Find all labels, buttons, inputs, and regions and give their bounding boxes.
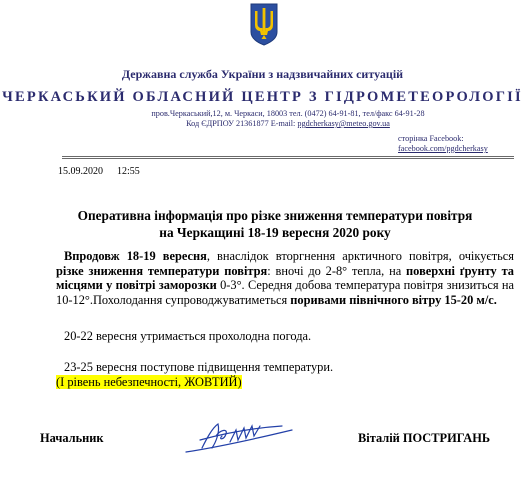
handwritten-signature: [182, 418, 297, 456]
address-block: [108, 109, 468, 129]
title-line-2: на Черкащині 18-19 вересня 2020 року: [159, 225, 391, 240]
bold-text: Впродовж: [64, 249, 127, 263]
paragraph-3: 23-25 вересня поступове підвищення температури.: [64, 360, 334, 374]
bold-text: поверхні ґрунту та місцями у повітрі заморозки: [56, 263, 514, 293]
service-name: Державна служба України з надзвичайних ситуацій: [121, 67, 404, 81]
signatory-name: Віталій ПОСТРИГАНЬ: [358, 431, 491, 445]
main-paragraph: [56, 249, 514, 308]
title-line-1: Оперативна інформація про різке зниження температури повітря: [77, 208, 473, 223]
document-title: [40, 207, 510, 241]
paragraph-2-text: 20-22 вересня утримається прохолодна погода.: [64, 329, 312, 343]
registry-code: Код ЄДРПОУ 21361877 E-mail:: [186, 119, 298, 128]
body-text: : вночі до 2-8° тепла, на: [267, 263, 407, 278]
date: 15.09.2020: [58, 166, 103, 177]
paragraph-3-block: [56, 360, 514, 389]
bold-text: 18-19 вересня: [126, 249, 207, 263]
registry-line: [108, 119, 468, 129]
header-divider-secondary: [62, 158, 514, 159]
body-text: 0-3°. Середня добова температура повітря знизиться на 10-12°.Похолодання супроводжуватиметься: [56, 278, 515, 308]
header-divider: [62, 156, 514, 157]
time: 12:55: [117, 166, 140, 177]
body-text: , внаслідок вторгнення арктичного повітря, очікується: [206, 249, 514, 263]
danger-level: (І рівень небезпечності, ЖОВТИЙ): [56, 374, 242, 389]
bold-text: різке зниження температури повітря: [56, 263, 268, 278]
date-line: [58, 166, 140, 177]
organization-name: ЧЕРКАСЬКИЙ ОБЛАСНИЙ ЦЕНТР З ГІДРОМЕТЕОРОЛОГІЇ: [2, 89, 523, 105]
signatory-title: Начальник: [40, 431, 104, 445]
paragraph-2: [56, 329, 514, 344]
paragraph-1: [56, 249, 514, 308]
address-line: пров.Черкаський,12, м. Черкаси, 18003 тел. (0472) 64-91-81, тел/факс 64-91-28: [151, 109, 425, 118]
bold-text: поривами північного вітру 15-20 м/с.: [290, 293, 497, 308]
coat-of-arms-icon: [249, 2, 279, 46]
facebook-label: сторінка Facebook:: [398, 134, 464, 143]
facebook-link[interactable]: facebook.com/pgdcherkasy: [398, 144, 488, 153]
email-link[interactable]: pgdcherkasy@meteo.gov.ua: [297, 119, 390, 128]
facebook-block: [398, 134, 488, 154]
